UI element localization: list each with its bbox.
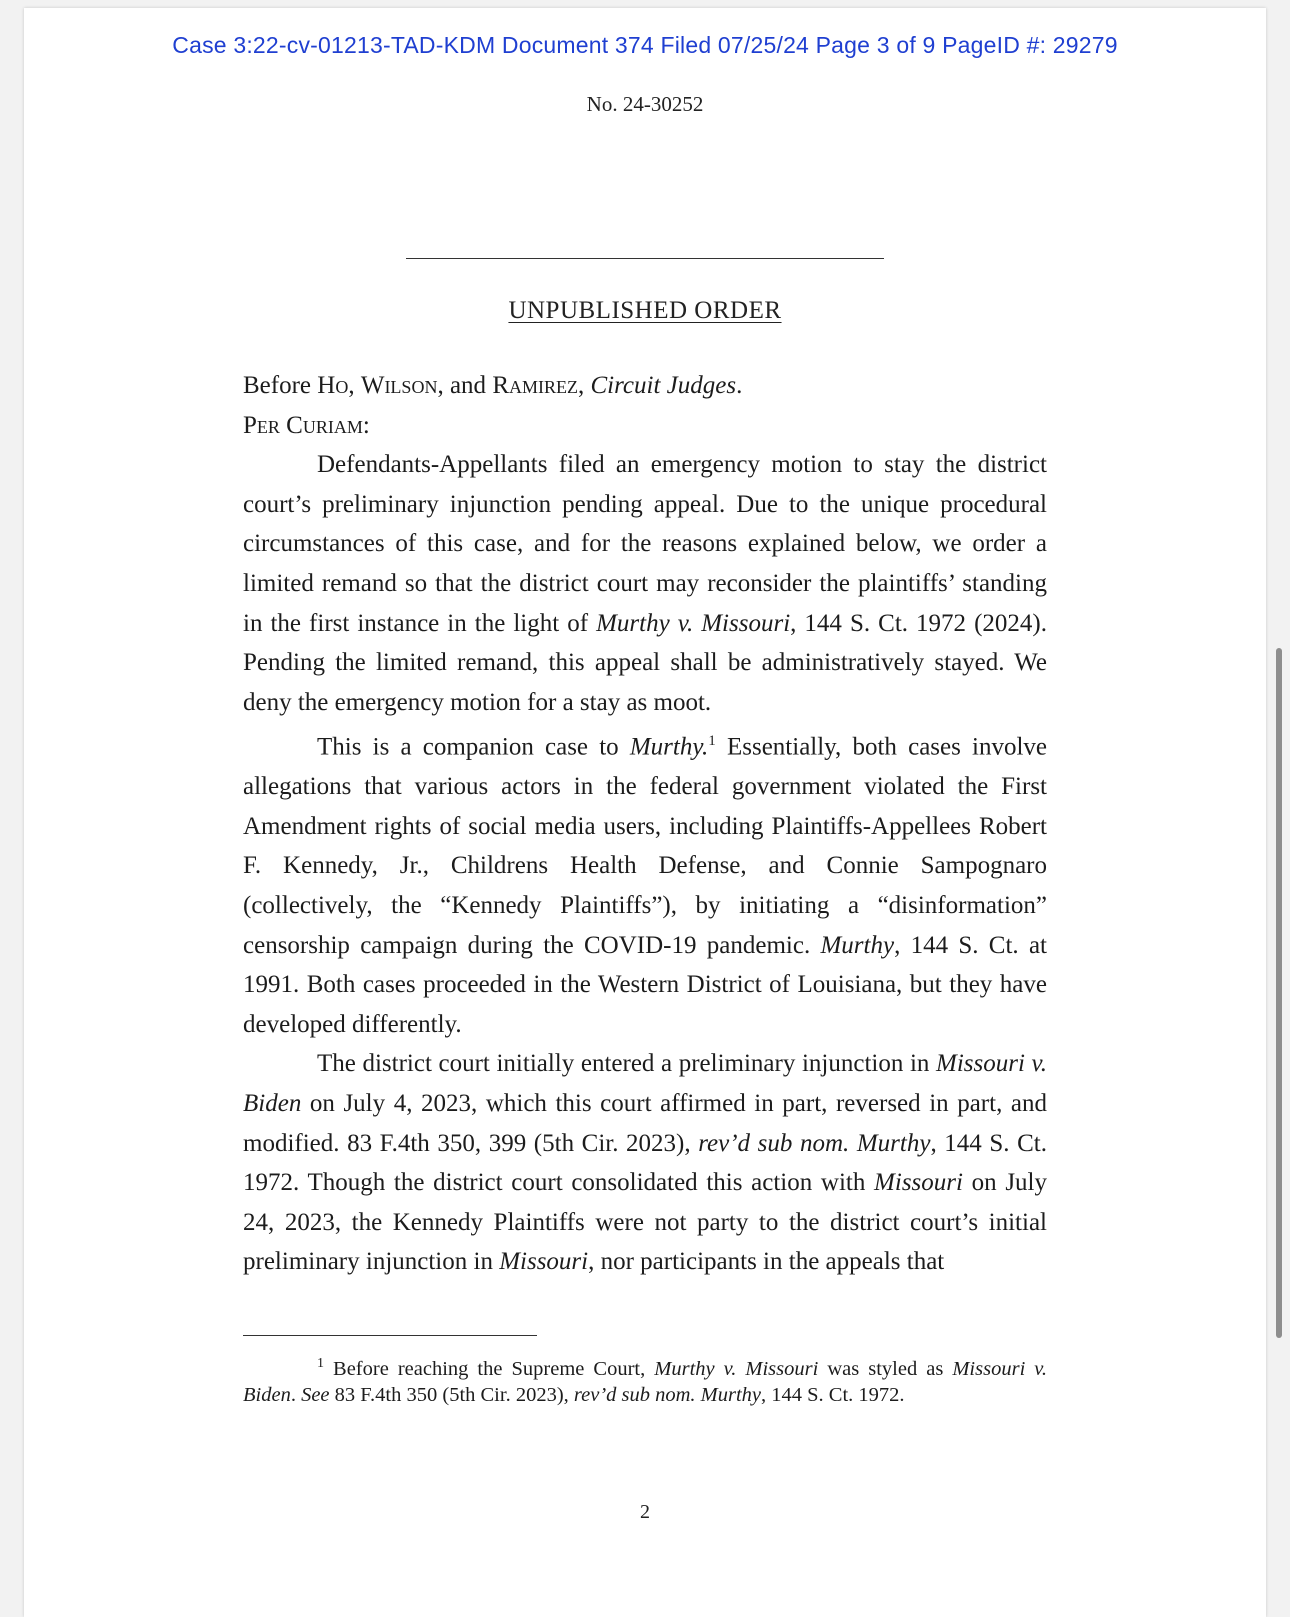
case-citation: Murthy v. Missouri [654, 1357, 819, 1380]
judge-wilson: Wilson [360, 372, 438, 399]
order-title [24, 297, 1266, 325]
case-citation: Murthy v. Missouri [596, 609, 791, 637]
p1-text-end: , 144 S. Ct. 1972 (2024). Pending the limited remand, this appeal shall be administratively stayed. We deny the emergency motion for a stay as moot. [243, 609, 1047, 716]
footnote-text: was styled as [818, 1357, 953, 1380]
p2-text-end: , 144 S. Ct. at 1991. Both cases proceeded in the Western District of Louisiana, but they have developed differently. [243, 931, 1047, 1038]
p2-text: This is a companion case to [317, 733, 630, 761]
footnote-text: , 144 S. Ct. 1972. [761, 1383, 905, 1406]
order-body [243, 366, 1047, 1282]
footnote-text: 83 F.4th 350 (5th Cir. 2023), [329, 1383, 574, 1406]
case-citation: Murthy. [629, 733, 709, 761]
case-citation: rev’d sub nom. Murthy [698, 1129, 931, 1157]
case-citation: Missouri v. Biden [243, 1050, 1047, 1118]
panel-caption [243, 366, 1047, 406]
p1-text: Defendants-Appellants filed an emergency motion to stay the district court’s preliminary injunction pending appeal. Due to the unique procedural circumstances of this case, and for the reasons explained below, we order a limited remand so that the district court may reconsider the plaintiffs’ standing in the first instance in the light of [243, 451, 1047, 637]
judges-title: Circuit Judges [590, 372, 737, 399]
case-citation: Missouri [499, 1248, 589, 1276]
judge-ho: Ho [317, 372, 349, 399]
docket-number: No. 24-30252 [586, 92, 704, 116]
signal-see: See [301, 1383, 330, 1406]
case-citation: Murthy [820, 931, 895, 959]
p3-text-end: , nor participants in the appeals that [588, 1248, 945, 1276]
footnote-divider [243, 1335, 537, 1336]
case-header-stamp: Case 3:22-cv-01213-TAD-KDM Document 374 Filed 07/25/24 Page 3 of 9 PageID #: 29279 [172, 32, 1118, 58]
per-curiam: Per Curiam: [243, 411, 370, 439]
p3-text-mid: on July 4, 2023, which this court affirmed in part, reversed in part, and modified. 83 F.4th 350, 399 (5th Cir. 2023), [243, 1090, 1047, 1157]
case-citation: Missouri [874, 1169, 963, 1197]
document-page [24, 8, 1266, 1617]
case-citation: rev’d sub nom. Murthy [573, 1383, 762, 1406]
p3-text: The district court initially entered a preliminary injunction in [317, 1050, 936, 1078]
caption-before: Before [243, 372, 318, 399]
case-citation: Missouri v. Biden [243, 1357, 1047, 1406]
footnote-text: . [290, 1383, 302, 1406]
footnote-text: Before reaching the Supreme Court, [324, 1357, 655, 1380]
p3-text-mid2: , 144 S. Ct. 1972. Though the district court consolidated this action with [243, 1129, 1047, 1197]
judge-ramirez: Ramirez [492, 372, 578, 399]
p3-text-mid3: on July 24, 2023, the Kennedy Plaintiffs were not party to the district court’s initial preliminary injunction in [243, 1169, 1047, 1276]
caption-end: . [736, 372, 743, 399]
paragraph-2 [243, 722, 1047, 1044]
vertical-scrollbar[interactable] [1276, 648, 1282, 1338]
caption-sep: , and [437, 372, 493, 399]
order-title-text: UNPUBLISHED ORDER [508, 297, 782, 324]
paragraph-3 [243, 1044, 1047, 1282]
footnote-mark: 1 [317, 1356, 324, 1371]
header-divider [406, 258, 884, 259]
footnote-ref[interactable]: 1 [708, 733, 716, 750]
paragraph-1 [243, 445, 1047, 722]
footnote-1 [243, 1351, 1047, 1408]
p2-text-mid: Essentially, both cases involve allegations that various actors in the federal government violated the First Amendment rights of social media users, including Plaintiffs-Appellees Robert F. Kennedy, Jr., Childrens Health Defense, and Connie Sampognaro (collectively, the “Kennedy Plaintiffs”), by initiating a “disinformation” censorship campaign during the COVID-19 pandemic. [243, 733, 1048, 959]
page-number: 2 [640, 1501, 650, 1523]
caption-sep: , [577, 372, 591, 399]
caption-sep: , [348, 372, 361, 399]
